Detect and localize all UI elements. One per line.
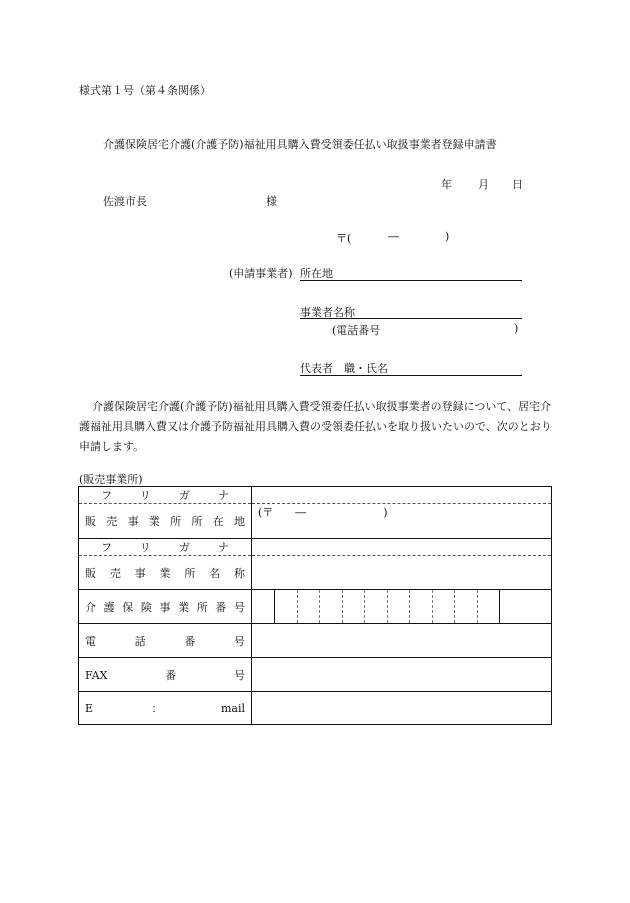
office-number-label: 介護保険事業所番号 xyxy=(79,590,252,624)
digit-box-7[interactable] xyxy=(409,590,432,623)
fax-row xyxy=(79,658,552,692)
office-number-digit-boxes xyxy=(252,590,551,623)
digit-box-10[interactable] xyxy=(477,590,500,623)
business-name-label: 事業者名称 xyxy=(300,306,355,319)
digit-box-end xyxy=(499,590,500,623)
postal-dash: ― xyxy=(388,230,399,243)
furigana-label-2: フリガナ xyxy=(79,539,252,556)
digit-box-3[interactable] xyxy=(319,590,342,623)
table-caption: (販売事業所) xyxy=(79,473,143,486)
office-info-table xyxy=(78,486,552,725)
phone-number-label: 電話番号 xyxy=(79,624,252,658)
email-label: E：mail xyxy=(79,692,252,725)
applicant-role: (申請事業者) xyxy=(229,267,293,280)
address-underline xyxy=(300,280,522,281)
postal-close: ) xyxy=(445,230,450,243)
date-month: 月 xyxy=(478,178,489,191)
address-label: 所在地 xyxy=(300,267,333,280)
office-number-row xyxy=(79,590,552,624)
fax-number-field[interactable] xyxy=(252,658,552,692)
addressee-honorific: 様 xyxy=(266,195,277,208)
postal-mark: 〒( xyxy=(336,232,352,245)
phone-label: (電話番号 xyxy=(332,324,381,337)
furigana-field-1[interactable] xyxy=(252,487,552,504)
furigana-row-2 xyxy=(79,539,552,556)
representative-underline xyxy=(300,375,522,376)
digit-box-4[interactable] xyxy=(342,590,365,623)
office-postal-code: (〒 ― ) xyxy=(258,506,388,519)
office-address-label: 販売事業所所在地 xyxy=(79,504,252,539)
email-field[interactable] xyxy=(252,692,552,725)
representative-label: 代表者 職・氏名 xyxy=(300,362,388,375)
phone-row xyxy=(79,624,552,658)
office-number-field[interactable] xyxy=(252,590,552,624)
date-day: 日 xyxy=(512,178,523,191)
digit-box-2[interactable] xyxy=(297,590,320,623)
addressee-name: 佐渡市長 xyxy=(103,195,147,208)
digit-box-9[interactable] xyxy=(454,590,477,623)
office-name-field[interactable] xyxy=(252,556,552,590)
office-address-field[interactable] xyxy=(252,504,552,539)
phone-close: ) xyxy=(514,322,519,335)
furigana-field-2[interactable] xyxy=(252,539,552,556)
digit-box-5[interactable] xyxy=(364,590,387,623)
form-title: 介護保険居宅介護(介護予防)福祉用具購入費受領委任払い取扱事業者登録申請書 xyxy=(103,138,497,151)
form-number: 様式第１号（第４条関係） xyxy=(79,84,211,97)
digit-box-1[interactable] xyxy=(274,590,297,623)
digit-box-6[interactable] xyxy=(387,590,410,623)
furigana-label-1: フリガナ xyxy=(79,487,252,504)
office-name-row xyxy=(79,556,552,590)
furigana-row-1 xyxy=(79,487,552,504)
office-name-label: 販売事業所名称 xyxy=(79,556,252,590)
date-year: 年 xyxy=(441,178,452,191)
phone-number-field[interactable] xyxy=(252,624,552,658)
application-statement: 介護保険居宅介護(介護予防)福祉用具購入費受領委任払い取扱事業者の登録について、居宅介護福祉用具購入費又は介護予防福祉用具購入費の受領委任払いを取り扱いたいので、次のとおり申請します。 xyxy=(79,400,552,453)
fax-number-label: FAX番号 xyxy=(79,658,252,692)
digit-box-8[interactable] xyxy=(432,590,455,623)
email-row xyxy=(79,692,552,725)
address-row xyxy=(79,504,552,539)
business-name-underline xyxy=(300,318,522,319)
